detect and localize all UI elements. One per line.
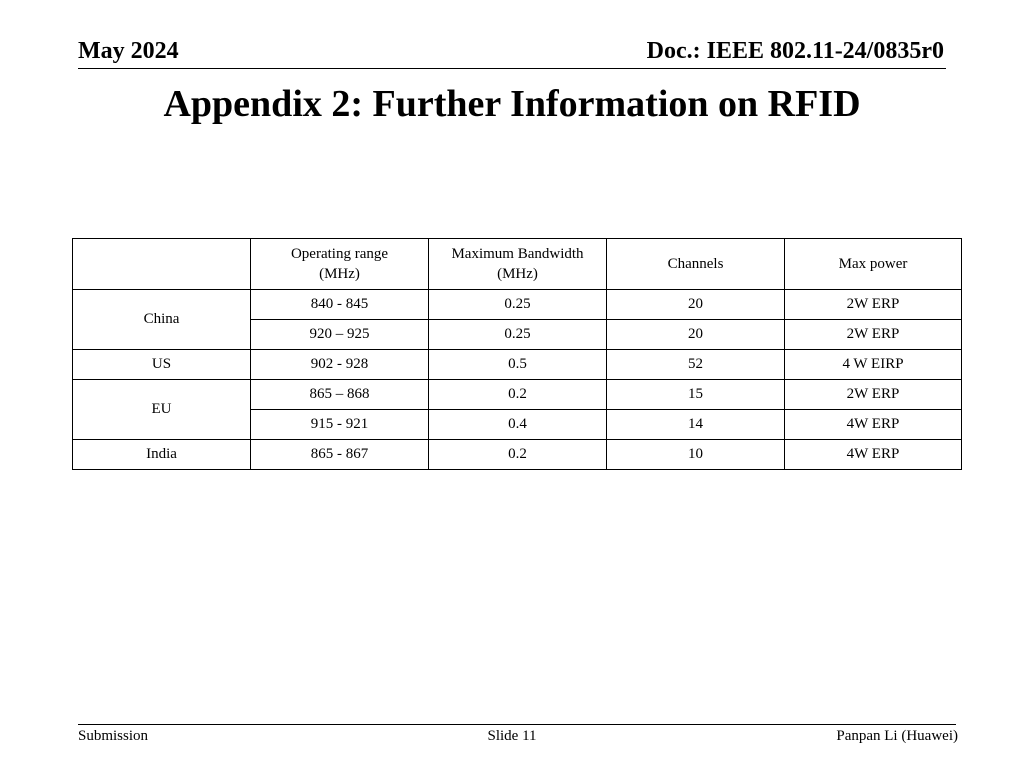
- region-cell-us: US: [73, 350, 251, 380]
- cell-channels: 15: [607, 380, 785, 410]
- header-date: May 2024: [78, 38, 179, 64]
- cell-channels: 20: [607, 320, 785, 350]
- slide-title: Appendix 2: Further Information on RFID: [163, 83, 861, 125]
- cell-power: 2W ERP: [785, 380, 962, 410]
- cell-channels: 10: [607, 440, 785, 470]
- cell-range: 920 – 925: [251, 320, 429, 350]
- table-row: [73, 440, 962, 470]
- footer-submission: Submission: [78, 728, 149, 744]
- header-doc-number: Doc.: IEEE 802.11-24/0835r0: [646, 38, 944, 64]
- cell-power: 4W ERP: [785, 410, 962, 440]
- header-divider: [78, 68, 946, 69]
- footer-author: Panpan Li (Huawei): [836, 728, 958, 744]
- footer-slide-number: Slide 11: [487, 728, 537, 744]
- cell-bandwidth: 0.25: [429, 320, 607, 350]
- header-cell-operating-range: [251, 239, 429, 290]
- table-row: [73, 380, 962, 410]
- cell-bandwidth: 0.2: [429, 440, 607, 470]
- header-operating-range-line2: (MHz): [319, 266, 360, 282]
- header-cell-channels: Channels: [607, 239, 785, 290]
- header-cell-region: [73, 239, 251, 290]
- cell-range: 840 - 845: [251, 290, 429, 320]
- cell-power: 4W ERP: [785, 440, 962, 470]
- header-max-bandwidth-line2: (MHz): [497, 266, 538, 282]
- table-header-row: [73, 239, 962, 290]
- header-cell-max-power: Max power: [785, 239, 962, 290]
- cell-bandwidth: 0.5: [429, 350, 607, 380]
- cell-range: 865 – 868: [251, 380, 429, 410]
- cell-channels: 20: [607, 290, 785, 320]
- footer-divider: [78, 724, 956, 725]
- cell-range: 865 - 867: [251, 440, 429, 470]
- rfid-regulations-table: [72, 238, 962, 470]
- region-cell-india: India: [73, 440, 251, 470]
- cell-bandwidth: 0.4: [429, 410, 607, 440]
- cell-bandwidth: 0.25: [429, 290, 607, 320]
- cell-power: 2W ERP: [785, 290, 962, 320]
- cell-power: 2W ERP: [785, 320, 962, 350]
- table-row: [73, 350, 962, 380]
- cell-bandwidth: 0.2: [429, 380, 607, 410]
- region-cell-china: China: [73, 290, 251, 350]
- header-max-bandwidth-line1: Maximum Bandwidth: [451, 246, 584, 262]
- table-row: [73, 290, 962, 320]
- cell-range: 915 - 921: [251, 410, 429, 440]
- header-cell-max-bandwidth: [429, 239, 607, 290]
- cell-power: 4 W EIRP: [785, 350, 962, 380]
- cell-channels: 14: [607, 410, 785, 440]
- cell-range: 902 - 928: [251, 350, 429, 380]
- region-cell-eu: EU: [73, 380, 251, 440]
- header-operating-range-line1: Operating range: [290, 246, 389, 262]
- cell-channels: 52: [607, 350, 785, 380]
